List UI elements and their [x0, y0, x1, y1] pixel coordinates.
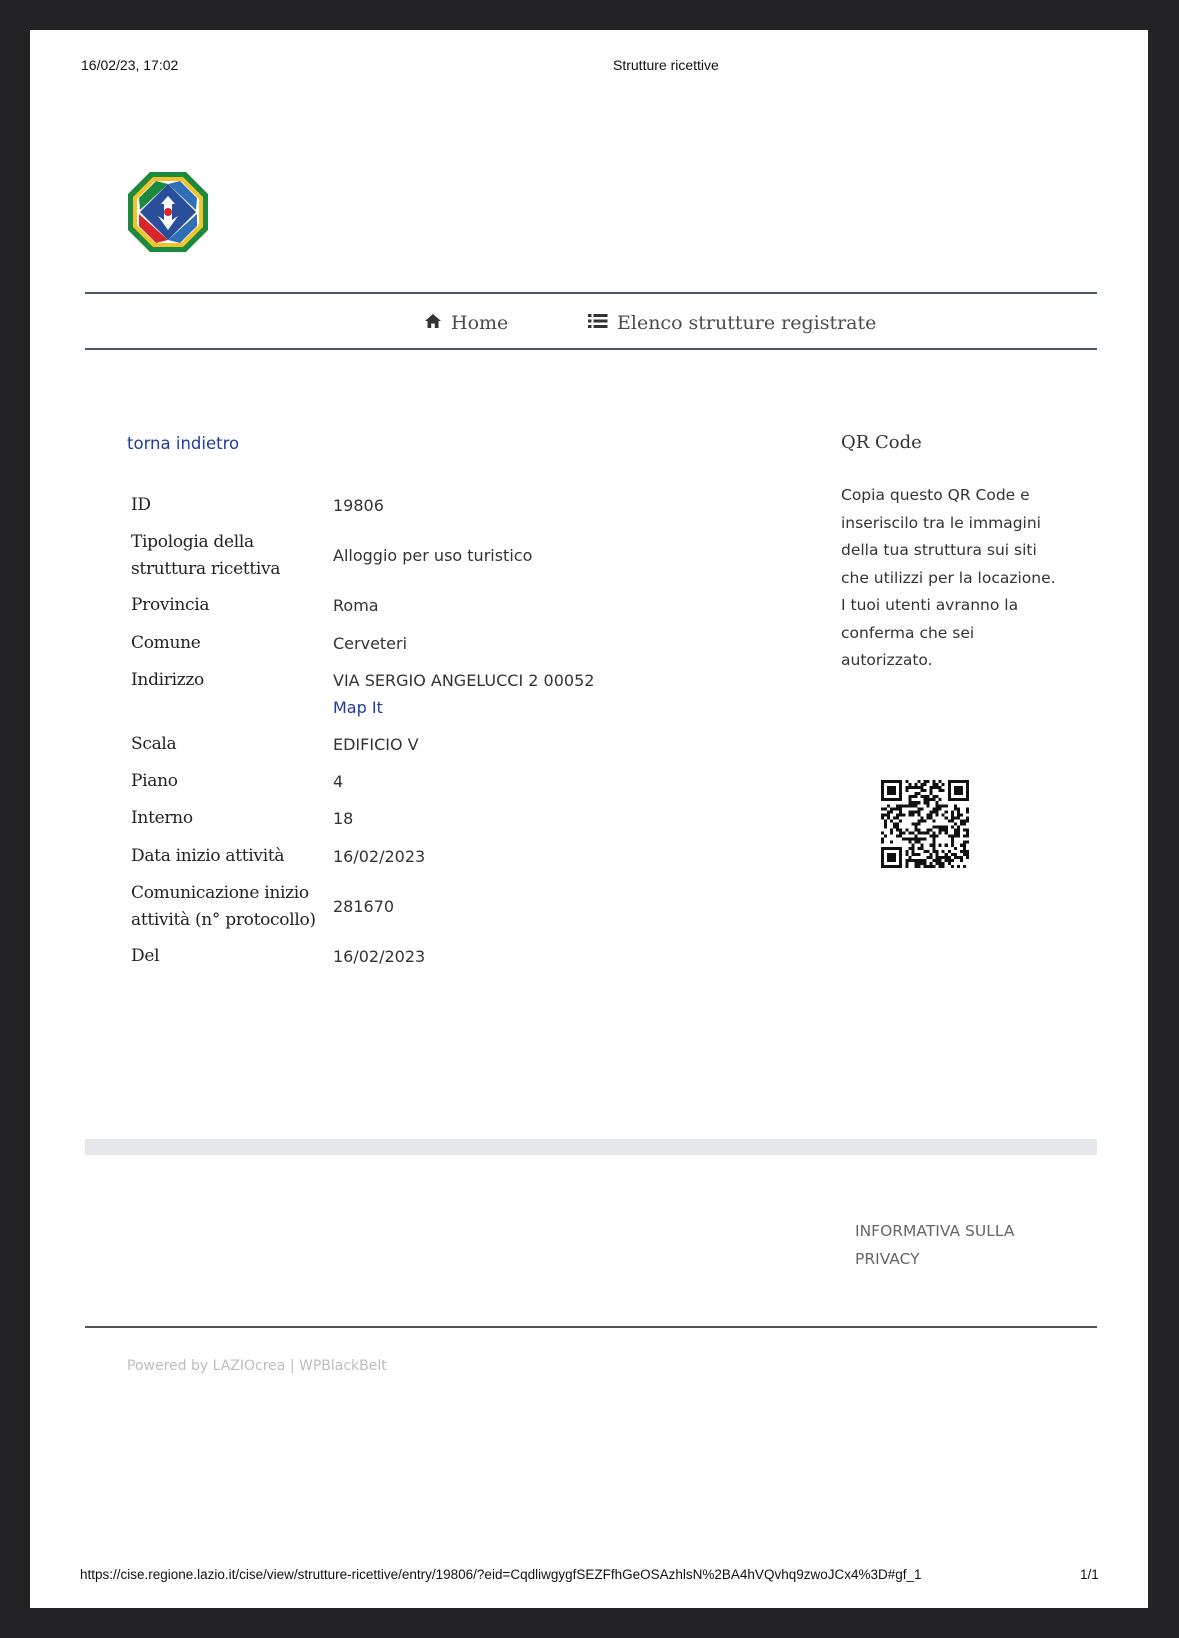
detail-label: Data inizio attività — [131, 846, 285, 866]
print-date: 16/02/23, 17:02 — [81, 57, 179, 73]
privacy-link[interactable]: INFORMATIVA SULLA PRIVACY — [855, 1222, 1015, 1268]
detail-value: 281670 — [333, 897, 395, 916]
detail-value — [333, 667, 733, 721]
detail-label: Scala — [131, 734, 177, 754]
detail-label: Tipologia della struttura ricettiva — [131, 532, 281, 579]
back-link[interactable]: torna indietro — [127, 434, 240, 453]
list-icon — [588, 312, 608, 334]
detail-label: Piano — [131, 771, 178, 791]
detail-value: 4 — [333, 772, 344, 791]
regione-lazio-logo[interactable] — [126, 170, 210, 254]
detail-value: 16/02/2023 — [333, 847, 426, 866]
detail-value: Roma — [333, 596, 379, 615]
print-title: Strutture ricettive — [613, 57, 719, 73]
nav-home[interactable] — [424, 312, 508, 334]
address-text: VIA SERGIO ANGELUCCI 2 00052 — [333, 671, 595, 690]
printed-page — [30, 30, 1148, 1608]
qr-title: QR Code — [841, 432, 922, 453]
detail-label: Indirizzo — [131, 670, 204, 690]
detail-label: Provincia — [131, 595, 210, 615]
detail-label: ID — [131, 495, 151, 515]
footer-band — [85, 1139, 1097, 1155]
detail-value: 19806 — [333, 496, 384, 515]
detail-label: Del — [131, 946, 160, 966]
qr-code-image — [881, 780, 969, 868]
detail-label: Comune — [131, 633, 201, 653]
detail-value: 16/02/2023 — [333, 947, 426, 966]
nav-elenco-strutture[interactable] — [588, 312, 876, 334]
detail-value: EDIFICIO V — [333, 735, 419, 754]
detail-label: Interno — [131, 808, 193, 828]
map-it-link[interactable]: Map It — [333, 698, 383, 717]
main-nav — [85, 292, 1097, 350]
qr-description: Copia questo QR Code e inseriscilo tra le immagini della tua struttura sui siti che utilizzi per la locazione. I tuoi utenti avranno la conferma che sei autorizzato. — [841, 486, 1056, 669]
detail-value: 18 — [333, 809, 354, 828]
home-icon — [424, 312, 442, 334]
detail-value: Alloggio per uso turistico — [333, 546, 533, 565]
detail-label: Comunicazione inizio attività (n° protocollo) — [131, 883, 316, 930]
print-url: https://cise.regione.lazio.it/cise/view/strutture-ricettive/entry/19806/?eid=CqdliwgygfSEZFfhGeOSAzhlsN%2BA4hVQvhq9zwoJCx4%3D#gf_1 — [80, 1567, 922, 1582]
nav-elenco-label: Elenco strutture registrate — [617, 312, 877, 334]
print-page-number: 1/1 — [1080, 1567, 1099, 1582]
powered-by: Powered by LAZIOcrea | WPBlackBelt — [127, 1358, 387, 1374]
nav-home-label: Home — [451, 312, 509, 334]
detail-value: Cerveteri — [333, 634, 408, 653]
footer-divider — [85, 1326, 1097, 1328]
